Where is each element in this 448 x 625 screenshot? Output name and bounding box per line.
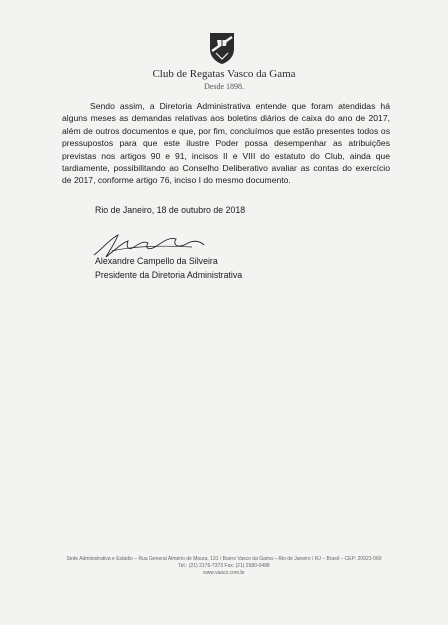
letter-body-paragraph: Sendo assim, a Diretoria Administrativa entende que foram atendidas há alguns meses as demandas relativas aos boletins diários de caixa do ano de 2017, além de outros documentos e que, por fim, concluímos que estão presentes todos os pressupostos para que este ilustre Poder possa desempenhar as atribuições previstas nos artigos 90 e 91, incisos II e VIII do estatuto do Club, ainda que tardiamente, possibilitando ao Conselho Deliberativo avaliar as contas do exercício de 2017, conforme artigo 76, inciso I do mesmo documento. bbox=[62, 101, 390, 186]
club-name: Club de Regatas Vasco da Gama bbox=[152, 68, 296, 80]
club-crest-logo bbox=[208, 31, 236, 65]
founding-year: Desde 1898. bbox=[204, 82, 244, 91]
signer-title: Presidente da Diretoria Administrativa bbox=[95, 270, 243, 280]
footer-website: www.vasco.com.br bbox=[203, 570, 245, 576]
footer-phone: Tel.: (21) 2176-7373 Fax: (21) 2580-0488 bbox=[178, 563, 270, 569]
footer-address: Sede Administrativa e Estádio – Rua General Almério de Moura, 131 / Bairro Vasco da Gama – Rio de Janeiro / RJ – Brasil – CEP: 20921-060 bbox=[66, 556, 382, 562]
place-and-date: Rio de Janeiro, 18 de outubro de 2018 bbox=[95, 205, 246, 215]
signer-name: Alexandre Campello da Silveira bbox=[95, 256, 218, 266]
